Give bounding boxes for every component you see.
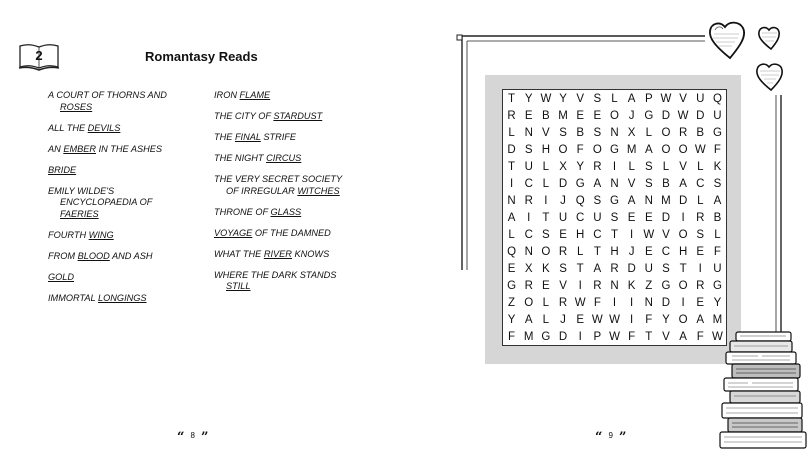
grid-cell[interactable]: C xyxy=(696,177,705,190)
grid-cell[interactable]: S xyxy=(696,228,705,241)
grid-cell[interactable]: W xyxy=(591,313,603,326)
right-page xyxy=(405,0,810,463)
grid-cell[interactable]: T xyxy=(542,211,550,224)
grid-cell[interactable]: I xyxy=(527,211,531,224)
grid-cell[interactable]: U xyxy=(713,262,722,275)
grid-cell[interactable]: B xyxy=(696,126,705,139)
word-search-grid[interactable] xyxy=(502,89,727,346)
word-list-entry xyxy=(214,132,364,144)
grid-cell[interactable]: R xyxy=(696,279,705,292)
quote-close-mark: ” xyxy=(618,430,627,445)
heart-icon xyxy=(710,23,744,58)
heart-icon xyxy=(757,64,782,90)
hidden-word: WING xyxy=(88,229,114,240)
hidden-word: BLOOD xyxy=(77,250,110,261)
word-list-entry xyxy=(48,230,198,242)
grid-cell[interactable]: S xyxy=(610,211,619,224)
grid-cell[interactable]: M xyxy=(558,109,568,122)
title-text: THRONE OF xyxy=(214,206,271,217)
word-list-entry xyxy=(48,251,198,263)
grid-cell[interactable]: V xyxy=(662,228,670,241)
grid-cell[interactable]: L xyxy=(508,126,515,139)
grid-cell[interactable]: W xyxy=(677,109,689,122)
grid-cell[interactable]: H xyxy=(678,245,688,258)
word-list-entry xyxy=(214,249,364,261)
grid-cell[interactable]: D xyxy=(661,296,671,309)
grid-cell[interactable]: O xyxy=(610,109,619,122)
grid-cell[interactable]: O xyxy=(678,228,688,241)
quote-open-mark: “ xyxy=(595,430,603,445)
grid-cell[interactable]: I xyxy=(578,330,582,343)
grid-cell[interactable]: Q xyxy=(507,245,517,258)
grid-cell[interactable]: E xyxy=(559,228,567,241)
page-number-right xyxy=(595,430,626,445)
grid-cell[interactable]: O xyxy=(524,296,534,309)
grid-cell[interactable]: I xyxy=(612,160,617,173)
grid-cell[interactable]: F xyxy=(713,245,721,258)
grid-cell[interactable]: N xyxy=(644,194,653,207)
grid-cell[interactable]: Z xyxy=(508,296,516,309)
grid-cell[interactable]: T xyxy=(508,92,516,105)
grid-cell[interactable]: E xyxy=(627,211,636,224)
word-list-line xyxy=(48,251,198,263)
grid-cell[interactable]: N xyxy=(610,279,619,292)
grid-cell[interactable]: R xyxy=(610,262,619,275)
grid-cell[interactable]: D xyxy=(678,194,688,207)
grid-cell[interactable]: J xyxy=(628,245,635,258)
word-list-entry xyxy=(48,186,198,221)
hidden-word: RIVER xyxy=(263,248,292,259)
grid-cell[interactable]: A xyxy=(627,194,636,207)
grid-cell[interactable]: A xyxy=(524,313,533,326)
word-list-line xyxy=(48,272,198,284)
grid-cell[interactable]: O xyxy=(678,279,688,292)
grid-cell[interactable]: L xyxy=(645,126,652,139)
grid-cell[interactable]: D xyxy=(627,262,636,275)
grid-cell[interactable]: S xyxy=(559,262,567,275)
grid-cell[interactable]: L xyxy=(576,245,584,258)
grid-cell[interactable]: O xyxy=(678,313,688,326)
grid-cell[interactable]: S xyxy=(644,177,653,190)
title-text: KNOWS xyxy=(291,248,330,259)
grid-cell[interactable]: L xyxy=(611,92,618,105)
grid-cell[interactable]: W xyxy=(660,92,672,105)
grid-cell[interactable]: X xyxy=(559,160,567,173)
grid-cell[interactable]: D xyxy=(507,143,516,156)
grid-cell[interactable]: B xyxy=(713,211,722,224)
word-list-entry xyxy=(48,144,198,156)
grid-cell[interactable]: W xyxy=(540,92,552,105)
title-text: THE VERY SECRET SOCIETY xyxy=(214,174,343,184)
grid-cell[interactable]: L xyxy=(542,177,550,190)
grid-cell[interactable]: W xyxy=(694,143,706,156)
word-list-entry xyxy=(214,153,364,165)
quote-close-mark: ” xyxy=(200,430,209,445)
title-text: EMILY WILDE'S xyxy=(48,185,115,196)
hidden-word: DEVILS xyxy=(87,122,121,133)
grid-cell[interactable]: C xyxy=(576,211,585,224)
grid-cell[interactable]: E xyxy=(576,313,585,326)
grid-cell[interactable]: B xyxy=(576,126,585,139)
word-list-line xyxy=(214,228,364,240)
title-text: AN xyxy=(48,143,64,154)
grid-cell[interactable]: E xyxy=(644,211,653,224)
grid-cell[interactable]: N xyxy=(524,245,533,258)
page-number-text: 8 xyxy=(190,431,195,440)
word-list-entry xyxy=(48,272,198,284)
grid-cell[interactable]: J xyxy=(560,194,566,207)
title-text: A COURT OF THORNS AND xyxy=(48,90,167,100)
grid-cell[interactable]: V xyxy=(662,330,670,343)
word-list-line xyxy=(214,174,364,186)
title-text: THE xyxy=(214,132,235,142)
grid-cell[interactable]: R xyxy=(524,279,533,292)
grid-cell[interactable]: R xyxy=(524,194,533,207)
word-list-line xyxy=(214,186,364,198)
title-text: IMMORTAL xyxy=(48,292,99,303)
word-list-line xyxy=(48,123,198,135)
grid-cell[interactable]: J xyxy=(628,109,635,122)
grid-cell[interactable]: U xyxy=(713,109,722,122)
grid-cell[interactable]: Y xyxy=(662,313,670,326)
grid-cell[interactable]: T xyxy=(593,245,601,258)
grid-cell[interactable]: U xyxy=(558,211,568,224)
title-text: IN THE ASHES xyxy=(96,143,163,154)
grid-cell[interactable]: V xyxy=(679,160,687,173)
word-list-entry xyxy=(48,293,198,305)
grid-cell[interactable]: G xyxy=(712,279,722,292)
grid-cell[interactable]: V xyxy=(542,126,550,139)
grid-cell[interactable]: L xyxy=(542,160,550,173)
grid-cell[interactable]: C xyxy=(661,245,671,258)
word-list-line xyxy=(214,111,364,123)
quote-open-mark: “ xyxy=(177,430,185,445)
grid-cell[interactable]: N xyxy=(524,126,533,139)
word-list-line xyxy=(214,207,364,219)
grid-cell[interactable]: F xyxy=(576,143,584,156)
grid-cell[interactable]: K xyxy=(627,279,636,292)
grid-cell[interactable]: A xyxy=(696,313,705,326)
grid-cell[interactable]: P xyxy=(593,330,602,343)
grid-cell[interactable]: S xyxy=(662,262,670,275)
grid-cell[interactable]: H xyxy=(576,228,585,241)
grid-cell[interactable]: R xyxy=(558,296,568,309)
grid-cell[interactable]: A xyxy=(507,211,516,224)
title-text: ENCYCLOPAEDIA OF xyxy=(60,197,153,207)
grid-cell[interactable]: S xyxy=(593,92,602,105)
hidden-word: STARDUST xyxy=(273,111,323,121)
grid-cell[interactable]: S xyxy=(593,126,602,139)
word-list-line xyxy=(214,270,364,282)
grid-cell[interactable]: Q xyxy=(712,92,722,105)
grid-cell[interactable]: Q xyxy=(575,194,585,207)
hidden-word: ROSES xyxy=(60,101,93,112)
grid-cell[interactable]: W xyxy=(609,313,620,326)
grid-cell[interactable]: J xyxy=(560,313,566,326)
grid-cell[interactable]: N xyxy=(507,194,516,207)
title-text: OF THE DAMNED xyxy=(252,227,331,238)
grid-cell[interactable]: G xyxy=(507,279,517,292)
grid-cell[interactable]: F xyxy=(628,330,636,343)
grid-cell[interactable]: N xyxy=(610,126,619,139)
grid-cell[interactable]: U xyxy=(593,211,602,224)
word-list-line xyxy=(48,165,198,177)
grid-cell[interactable]: W xyxy=(711,330,723,343)
grid-cell[interactable]: E xyxy=(542,279,550,292)
grid-cell[interactable]: D xyxy=(661,211,671,224)
grid-cell[interactable]: I xyxy=(509,177,514,190)
grid-cell[interactable]: L xyxy=(542,313,550,326)
grid-cell[interactable]: B xyxy=(542,109,550,122)
hidden-word: GOLD xyxy=(48,271,75,282)
grid-cell[interactable]: M xyxy=(626,143,637,156)
grid-cell[interactable]: I xyxy=(544,194,548,207)
title-text: WHERE THE DARK STANDS xyxy=(214,269,337,280)
word-list-entry xyxy=(48,165,198,177)
grid-cell[interactable]: U xyxy=(524,160,533,173)
grid-cell[interactable]: V xyxy=(576,92,585,105)
grid-cell[interactable]: W xyxy=(609,330,620,343)
grid-cell[interactable]: X xyxy=(524,262,533,275)
grid-cell[interactable]: E xyxy=(507,262,516,275)
grid-cell[interactable]: T xyxy=(679,262,687,275)
word-list-line xyxy=(214,132,364,144)
grid-cell[interactable]: Y xyxy=(576,160,585,173)
grid-cell[interactable]: N xyxy=(610,177,619,190)
grid-cell[interactable]: T xyxy=(576,262,584,275)
grid-cell[interactable]: I xyxy=(630,296,634,309)
grid-cell[interactable]: V xyxy=(679,92,687,105)
grid-cell[interactable]: O xyxy=(661,126,671,139)
grid-cell[interactable]: I xyxy=(698,262,702,275)
grid-cell[interactable]: A xyxy=(713,194,722,207)
title-text: FOURTH xyxy=(48,229,89,240)
grid-cell[interactable]: S xyxy=(524,143,533,156)
grid-cell[interactable]: R xyxy=(593,279,602,292)
grid-cell[interactable]: D xyxy=(558,177,568,190)
word-list-entry xyxy=(48,90,198,113)
grid-cell[interactable]: Y xyxy=(713,296,722,309)
grid-cell[interactable]: R xyxy=(593,160,602,173)
hidden-word: FAERIES xyxy=(60,208,99,219)
grid-cell[interactable]: S xyxy=(559,126,567,139)
grid-cell[interactable]: H xyxy=(541,143,551,156)
grid-cell[interactable]: L xyxy=(697,194,704,207)
hearts-decoration xyxy=(705,18,810,108)
page-title: Romantasy Reads xyxy=(145,49,258,64)
hidden-word: GLASS xyxy=(270,206,302,217)
grid-cell[interactable]: S xyxy=(542,228,550,241)
page-number-left xyxy=(177,430,208,445)
grid-cell[interactable]: R xyxy=(696,211,705,224)
hidden-word: STILL xyxy=(226,281,251,291)
grid-cell[interactable]: K xyxy=(542,262,550,275)
grid-cell[interactable]: S xyxy=(593,194,602,207)
hidden-word: VOYAGE xyxy=(214,227,253,238)
grid-cell[interactable]: O xyxy=(541,245,551,258)
word-list-column-2 xyxy=(214,90,364,302)
title-text: FROM xyxy=(48,250,78,261)
grid-cell[interactable]: Y xyxy=(507,313,516,326)
grid-cell[interactable]: I xyxy=(578,279,582,292)
grid-cell[interactable]: L xyxy=(662,160,670,173)
title-text: ALL THE xyxy=(48,122,88,133)
puzzle-number-badge xyxy=(18,42,60,72)
title-text: OF IRREGULAR xyxy=(226,185,298,196)
grid-cell[interactable]: G xyxy=(712,126,722,139)
grid-cell[interactable]: O xyxy=(558,143,568,156)
word-list-line xyxy=(48,197,198,209)
grid-cell[interactable]: V xyxy=(559,279,567,292)
word-list-column-1 xyxy=(48,90,198,314)
grid-cell[interactable]: K xyxy=(713,160,722,173)
grid-cell[interactable]: O xyxy=(592,143,602,156)
grid-cell[interactable]: F xyxy=(696,330,704,343)
grid-cell[interactable]: P xyxy=(644,92,653,105)
title-text: THE CITY OF xyxy=(214,111,274,121)
grid-cell[interactable]: E xyxy=(593,109,602,122)
grid-cell[interactable]: L xyxy=(542,296,550,309)
grid-cell[interactable]: G xyxy=(610,194,619,207)
grid-cell[interactable]: I xyxy=(681,296,685,309)
grid-cell[interactable]: E xyxy=(696,245,705,258)
grid-cell[interactable]: I xyxy=(681,211,685,224)
word-list-entry xyxy=(214,90,364,102)
grid-cell[interactable]: N xyxy=(644,296,653,309)
grid-cell[interactable]: D xyxy=(558,330,568,343)
grid-cell[interactable]: W xyxy=(643,228,655,241)
word-list-entry xyxy=(214,174,364,197)
grid-cell[interactable]: C xyxy=(524,228,533,241)
grid-cell[interactable]: R xyxy=(507,109,516,122)
word-list-entry xyxy=(48,123,198,135)
grid-cell[interactable]: G xyxy=(610,143,619,156)
book-stack-icon xyxy=(718,328,810,463)
title-text: IRON xyxy=(214,90,240,100)
grid-cell[interactable]: V xyxy=(627,177,636,190)
grid-cell[interactable]: D xyxy=(661,109,671,122)
hidden-word: FINAL xyxy=(234,132,261,142)
grid-cell[interactable]: G xyxy=(575,177,585,190)
grid-cell[interactable]: T xyxy=(610,228,618,241)
grid-cell[interactable]: E xyxy=(576,109,585,122)
word-list-line xyxy=(48,144,198,156)
heart-icon xyxy=(759,28,779,49)
grid-cell[interactable]: S xyxy=(713,177,722,190)
word-list-entry xyxy=(214,270,364,293)
word-list-entry xyxy=(214,207,364,219)
hidden-word: CIRCUS xyxy=(266,153,302,163)
word-list-line xyxy=(48,90,198,102)
grid-cell[interactable]: R xyxy=(678,126,688,139)
grid-cell[interactable]: Y xyxy=(524,92,533,105)
grid-cell[interactable]: L xyxy=(697,160,704,173)
title-text: AND ASH xyxy=(109,250,153,261)
grid-cell[interactable]: W xyxy=(574,296,586,309)
grid-cell[interactable]: G xyxy=(644,109,654,122)
grid-cell[interactable]: C xyxy=(593,228,602,241)
grid-cell[interactable]: A xyxy=(679,330,687,343)
word-list-line xyxy=(48,209,198,221)
grid-cell[interactable]: M xyxy=(712,313,723,326)
grid-cell[interactable]: H xyxy=(610,245,619,258)
grid-cell[interactable]: A xyxy=(593,262,602,275)
grid-cell[interactable]: B xyxy=(662,177,670,190)
grid-cell[interactable]: E xyxy=(696,296,705,309)
puzzle-number: 2 xyxy=(35,48,43,63)
grid-cell[interactable]: A xyxy=(644,143,653,156)
grid-cell[interactable]: L xyxy=(628,160,635,173)
word-list-line xyxy=(48,186,198,198)
grid-cell[interactable]: F xyxy=(645,313,653,326)
grid-cell[interactable]: Z xyxy=(645,279,653,292)
word-list-line xyxy=(48,293,198,305)
grid-cell[interactable]: U xyxy=(644,262,653,275)
grid-cell[interactable]: G xyxy=(541,330,551,343)
grid-cell[interactable]: X xyxy=(627,126,636,139)
grid-cell[interactable]: I xyxy=(612,296,617,309)
grid-cell[interactable]: C xyxy=(524,177,533,190)
grid-cell[interactable]: F xyxy=(713,143,721,156)
hidden-word: LONGINGS xyxy=(98,292,147,303)
grid-cell[interactable]: L xyxy=(714,228,721,241)
grid-cell[interactable]: T xyxy=(645,330,653,343)
word-list-line xyxy=(214,249,364,261)
grid-cell[interactable]: M xyxy=(661,194,671,207)
title-text: STRIFE xyxy=(260,132,297,142)
hidden-word: EMBER xyxy=(63,143,97,154)
hidden-word: FLAME xyxy=(239,90,271,100)
grid-cell[interactable]: F xyxy=(593,296,601,309)
title-text: WHAT THE xyxy=(214,248,264,259)
title-text: THE NIGHT xyxy=(214,153,267,163)
grid-cell[interactable]: E xyxy=(644,245,653,258)
grid-cell[interactable]: A xyxy=(679,177,687,190)
hidden-word: BRIDE xyxy=(48,164,77,175)
grid-cell[interactable]: U xyxy=(696,92,705,105)
grid-cell[interactable]: M xyxy=(523,330,534,343)
grid-cell[interactable]: I xyxy=(630,228,634,241)
grid-cell[interactable]: O xyxy=(678,143,688,156)
grid-cell[interactable]: Y xyxy=(559,92,567,105)
grid-cell[interactable]: I xyxy=(630,313,634,326)
grid-cell[interactable]: E xyxy=(524,109,533,122)
word-list-line xyxy=(214,90,364,102)
grid-cell[interactable]: A xyxy=(627,92,636,105)
word-list-line xyxy=(48,230,198,242)
grid-cell[interactable]: S xyxy=(644,160,653,173)
word-list-line xyxy=(214,153,364,165)
word-list-entry xyxy=(214,111,364,123)
word-list-line xyxy=(214,281,364,293)
grid-cell[interactable]: O xyxy=(661,143,671,156)
grid-cell[interactable]: A xyxy=(593,177,602,190)
grid-cell[interactable]: R xyxy=(558,245,568,258)
word-list-entry xyxy=(214,228,364,240)
grid-cell[interactable]: D xyxy=(696,109,705,122)
grid-cell[interactable]: T xyxy=(508,160,516,173)
word-list-line xyxy=(48,102,198,114)
grid-cell[interactable]: L xyxy=(508,228,515,241)
page-number-text: 9 xyxy=(608,431,613,440)
hidden-word: WITCHES xyxy=(297,185,340,196)
grid-cell[interactable]: F xyxy=(508,330,516,343)
grid-cell[interactable]: G xyxy=(661,279,671,292)
